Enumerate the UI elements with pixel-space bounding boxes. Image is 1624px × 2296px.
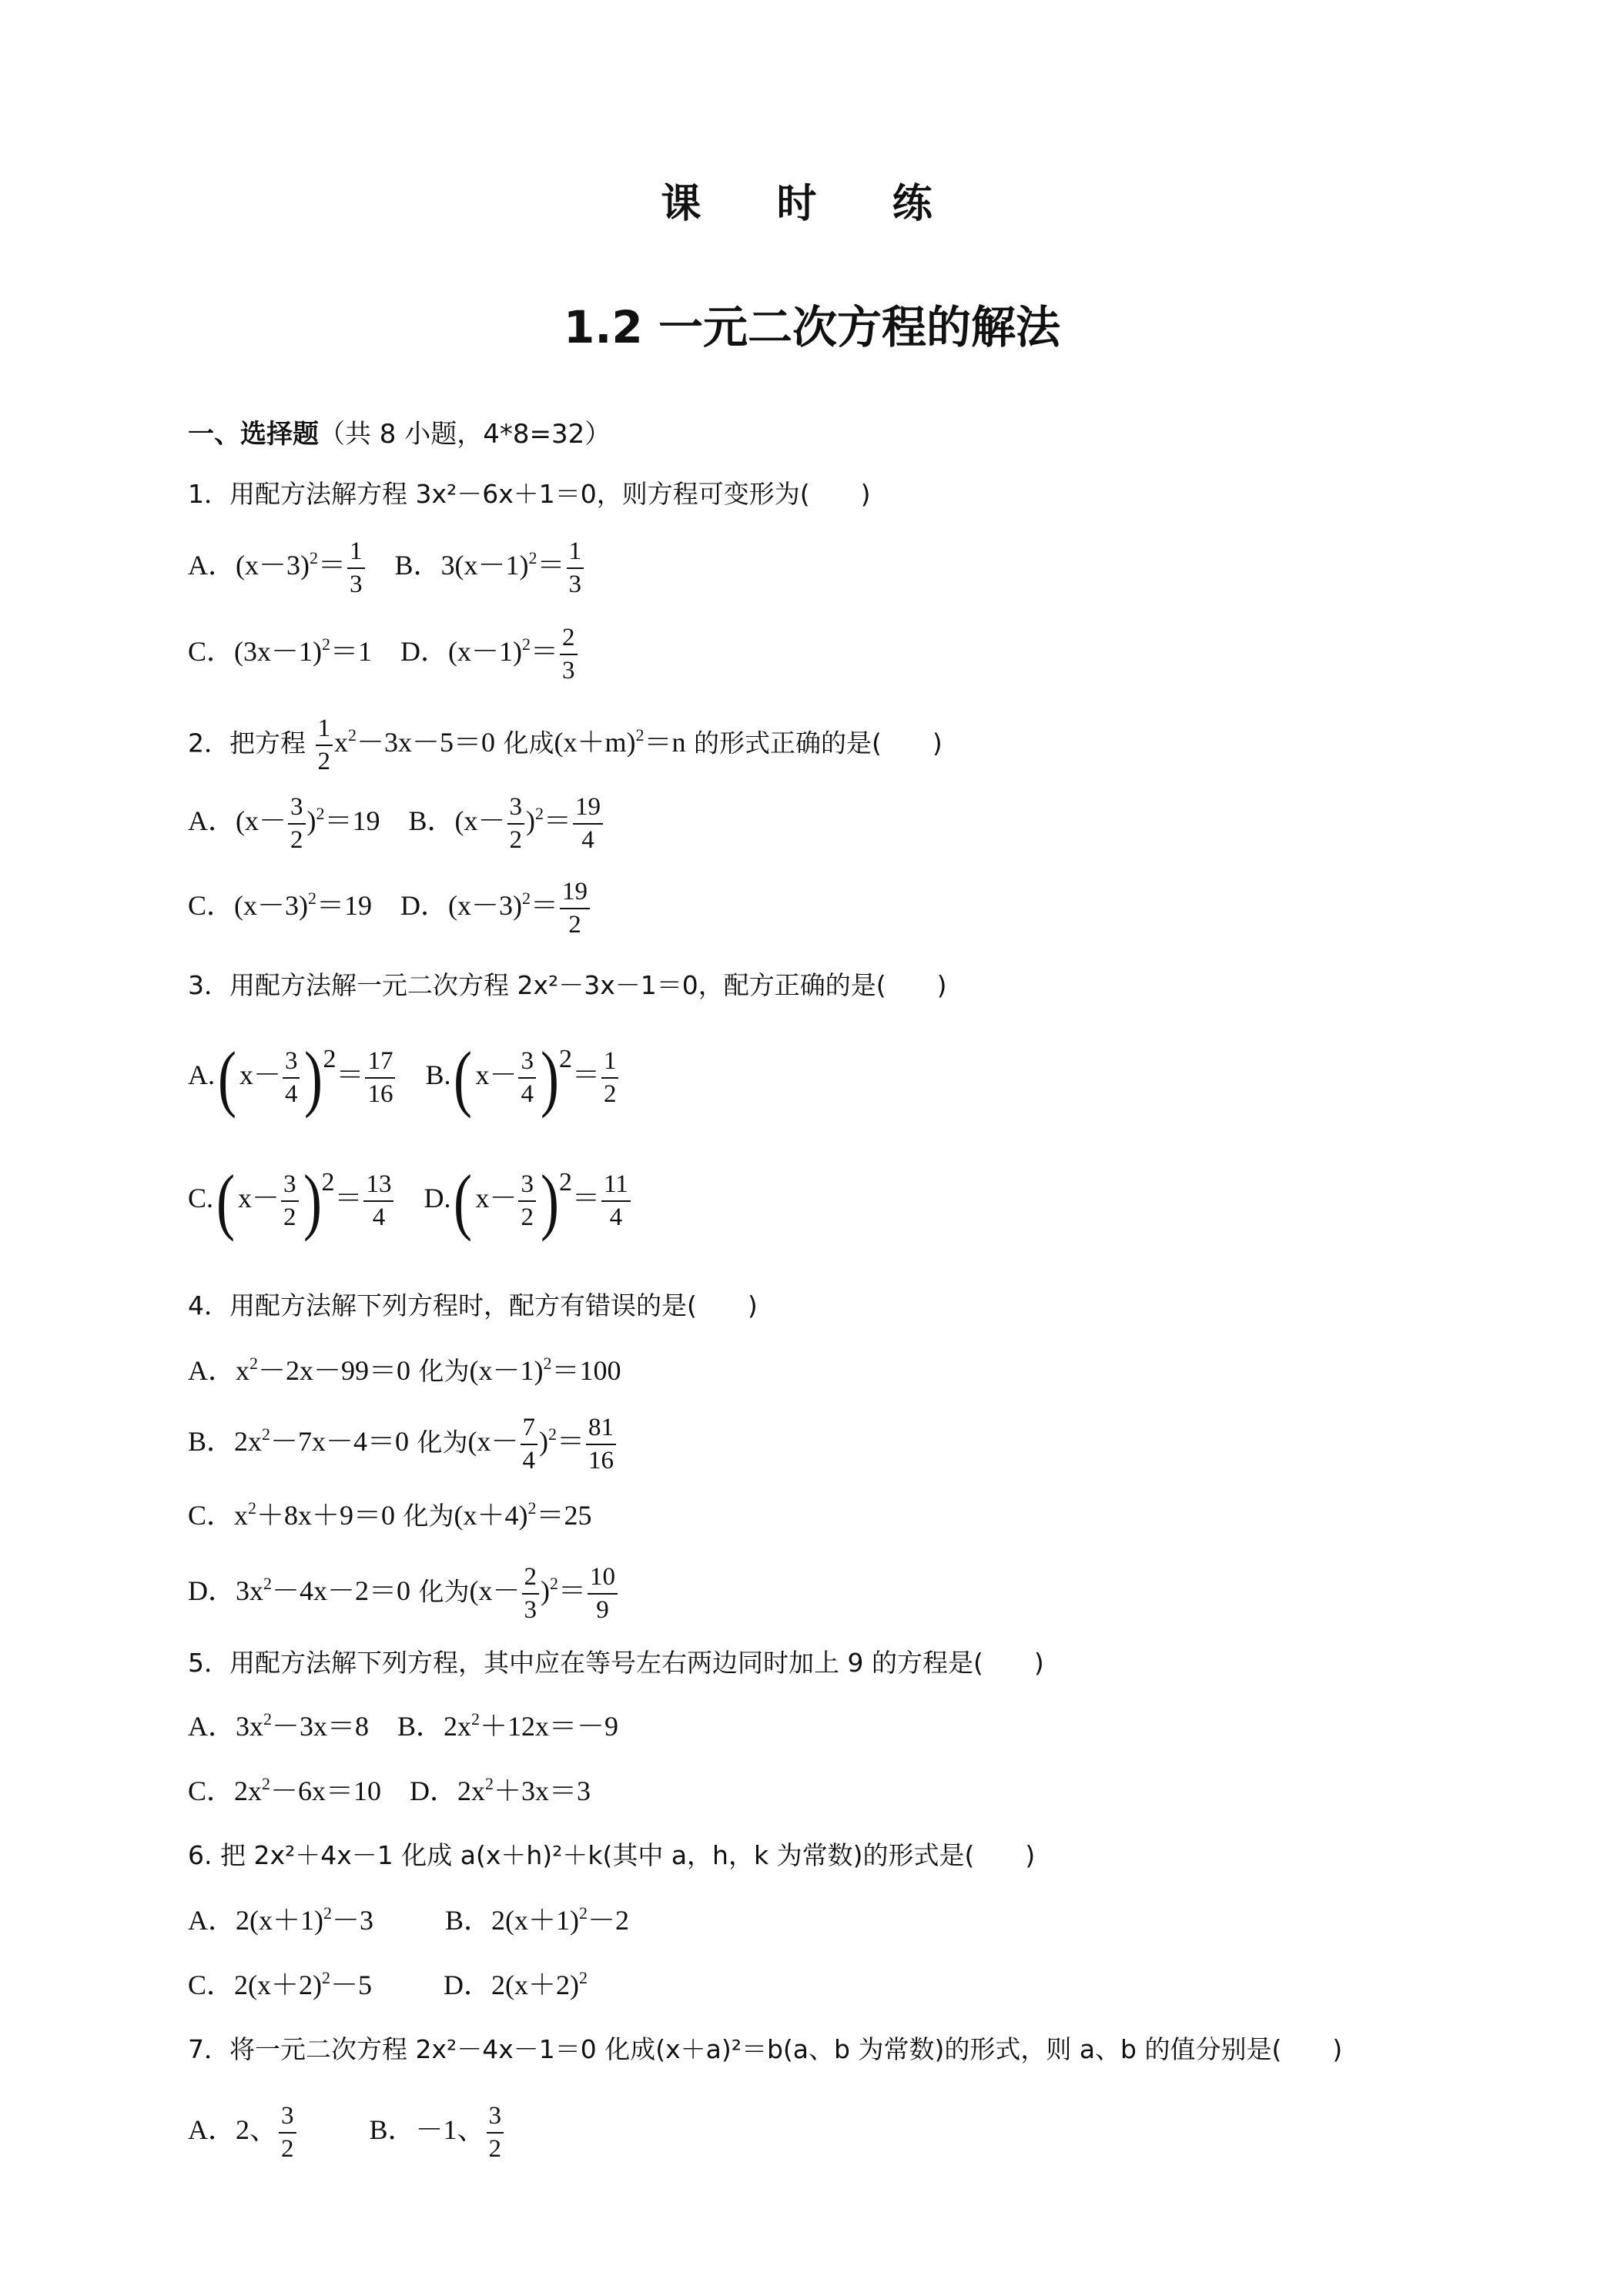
q6-option-a: A．$2(x+1)^2-3$ [188, 1903, 373, 1936]
q3-options-cd [188, 1160, 632, 1242]
section-label: 一、选择题 [188, 419, 319, 450]
q3-option-c: C.( x－ $\frac{3}{2}$ )2＝ $\frac{13}{4}$ [188, 1183, 395, 1213]
page-title: 课 时 练 [661, 181, 963, 227]
q2-option-a: A．(x－ $\frac{3}{2}$ )$^2$＝19 [188, 793, 380, 854]
q2-option-c: C．$(x-3)^2=19$ [188, 889, 373, 922]
section-heading [188, 413, 611, 450]
q1-option-a: A．$(x-3)^2=$ $\frac{1}{3}$ [188, 550, 367, 581]
q5-option-c: C．$2x^2-6x=10$ [188, 1774, 382, 1806]
q1-option-d: D．$(x-1)^2=$ $\frac{2}{3}$ [400, 636, 579, 667]
q2-options-cd [188, 879, 591, 938]
q1-options-ab [188, 539, 585, 597]
q6-option-c: C．$2(x+2)^2-5$ [188, 1968, 373, 2000]
q3-option-d: D.( x－ $\frac{3}{2}$ )2＝ $\frac{11}{4}$ [424, 1183, 631, 1213]
q7-option-b: B．－1、 $\frac{3}{2}$ [370, 2114, 506, 2145]
q2-option-d: D．$(x-3)^2=$ $\frac{19}{2}$ [400, 890, 591, 921]
q1-options-cd [188, 625, 579, 684]
q6-stem: 6. 把 2x²＋4x－1 化成 a(x＋h)²＋k(其中 a，h，k 为常数)的形式是( ) [188, 1840, 1036, 1870]
q5-stem: 5．用配方法解下列方程，其中应在等号左右两边同时加上 9 的方程是( ) [188, 1648, 1044, 1678]
q6-option-b: B．$2(x+1)^2-2$ [445, 1903, 630, 1936]
q2-options-ab [188, 795, 604, 853]
q1-option-b: B．$3(x-1)^2=$ $\frac{1}{3}$ [395, 550, 586, 581]
q2-option-b: B．(x－ $\frac{3}{2}$ )$^2$＝ $\frac{19}{4}$ [409, 805, 605, 836]
q3-options-ab [188, 1036, 620, 1119]
q6-options-cd [188, 1966, 588, 2003]
section-note: （共 8 小题，4*8=32） [319, 419, 611, 450]
q3-option-a: A.( x－ $\frac{3}{4}$ )2＝ $\frac{17}{16}$ [188, 1059, 397, 1090]
q1-stem: 1．用配方法解方程 3x²－6x＋1＝0，则方程可变形为( ) [188, 479, 871, 509]
q6-options-ab [188, 1902, 629, 1939]
q4-option-b: B．$2x^2-7x-4=0$ 化为(x－ $\frac{7}{4}$ )$^2$＝ $\frac{81}{16}$ [188, 1415, 618, 1474]
q4-option-a: A．$x^2-2x-99=0$ 化为$(x-1)^2=100$ [188, 1354, 621, 1386]
q7-stem: 7．将一元二次方程 2x²－4x－1＝0 化成(x＋a)²＝b(a、b 为常数)的形式，则 a、b 的值分别是( ) [188, 2034, 1343, 2064]
q1-option-c: C．$(3x-1)^2=1$ [188, 634, 373, 668]
q5-option-a: A．$3x^2-3x=8$ [188, 1709, 370, 1742]
q3-option-b: B.( x－ $\frac{3}{4}$ )2＝ $\frac{1}{2}$ [425, 1059, 620, 1090]
q4-option-d: D．$3x^2-4x-2=0$ 化为(x－ $\frac{2}{3}$ )$^2$＝ $\frac{10}{9}$ [188, 1565, 619, 1623]
q4-stem: 4．用配方法解下列方程时，配方有错误的是( ) [188, 1290, 758, 1320]
q3-stem: 3．用配方法解一元二次方程 2x²－3x－1＝0，配方正确的是( ) [188, 970, 947, 1000]
q7-options-ab [188, 2104, 505, 2162]
q4-option-c: C．$x^2+8x+9=0$ 化为$(x+4)^2=25$ [188, 1498, 592, 1531]
q5-options-ab [188, 1708, 618, 1745]
q6-option-d: D．$2(x+2)^2$ [444, 1968, 588, 2000]
q2-stem: 2．把方程 $\frac{1}{2}$ $x^2-3x-5=0$ 化成$(x+m)^2=n$ 的形式正确的是( ) [188, 715, 943, 775]
q7-option-a: A．2、 $\frac{3}{2}$ [188, 2114, 298, 2145]
q5-option-d: D．$2x^2+3x=3$ [410, 1774, 591, 1806]
lesson-title: 1.2 一元二次方程的解法 [564, 301, 1060, 353]
q5-options-cd [188, 1772, 591, 1809]
q5-option-b: B．$2x^2+12x=-9$ [397, 1709, 619, 1742]
